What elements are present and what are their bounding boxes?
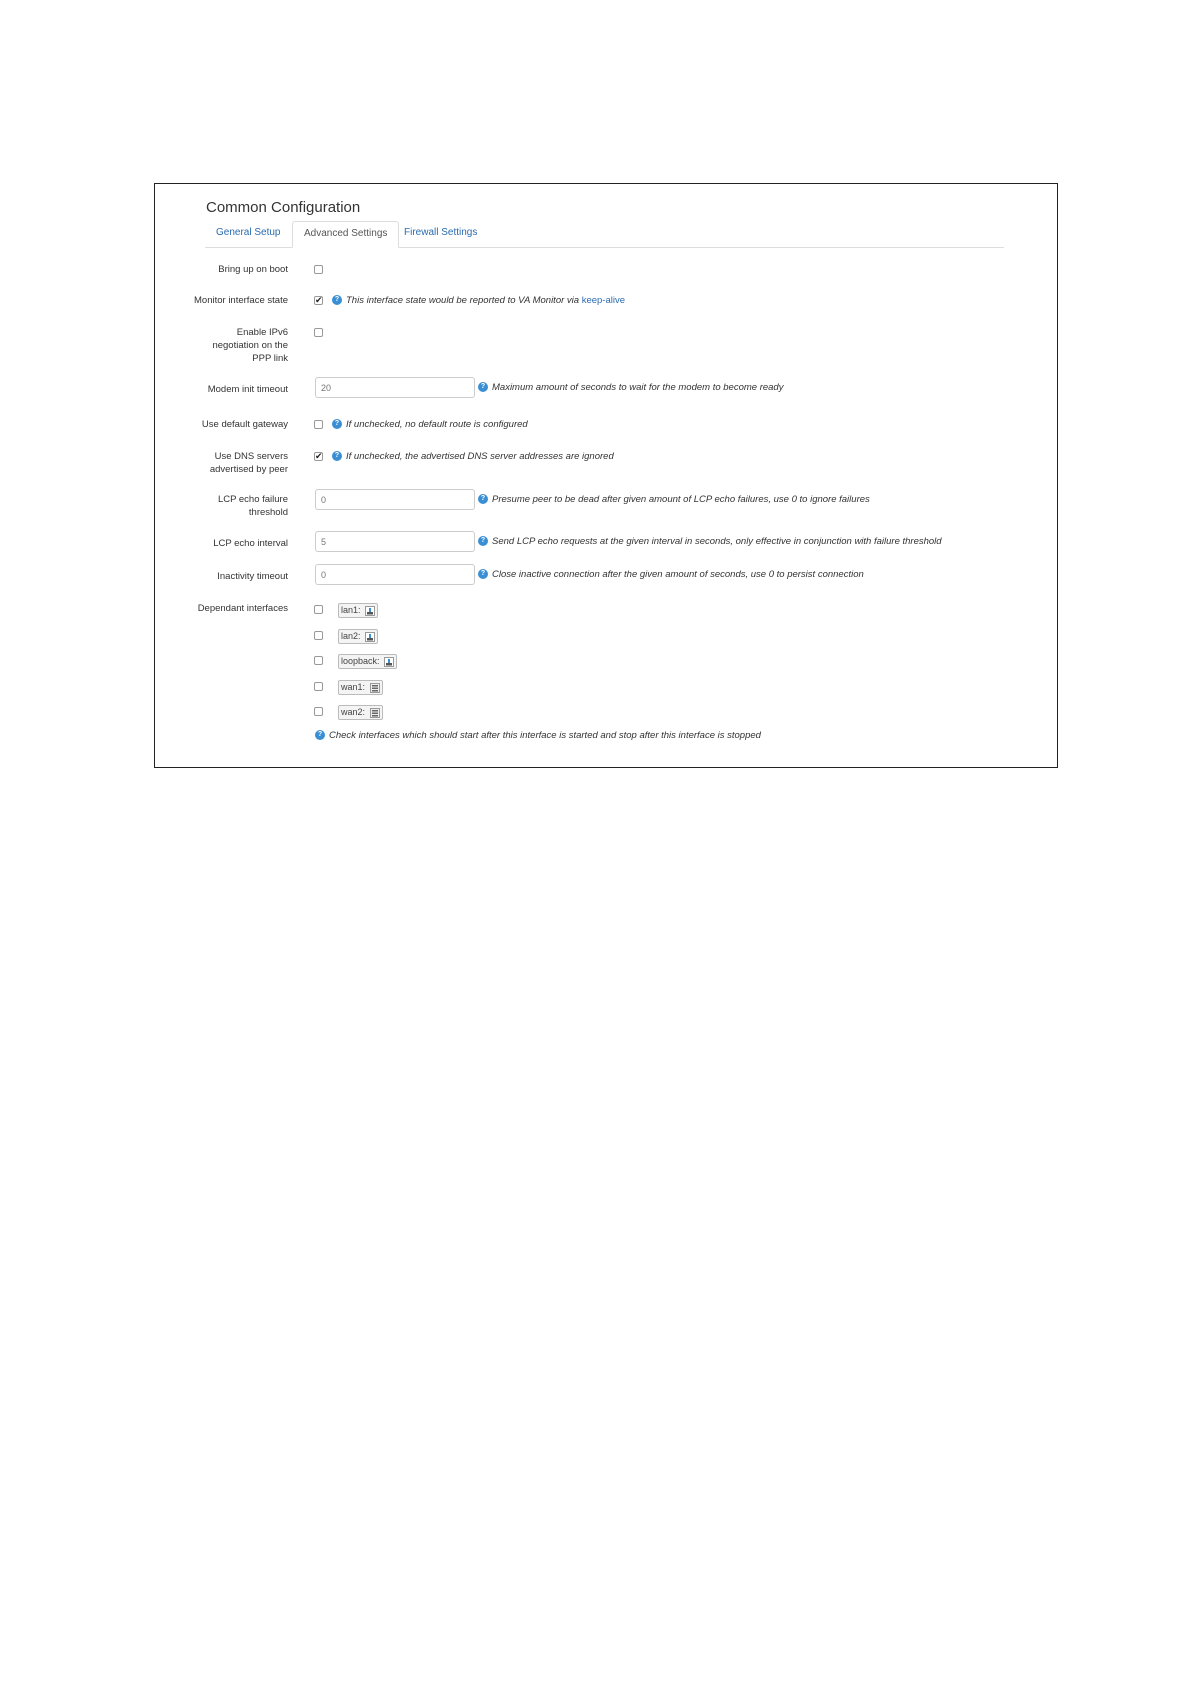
tab-firewall-settings[interactable]: Firewall Settings xyxy=(404,227,478,238)
bring-up-checkbox[interactable] xyxy=(314,265,323,274)
wan1-badge: wan1: xyxy=(338,680,383,695)
info-icon: ? xyxy=(478,536,488,546)
inactivity-input[interactable] xyxy=(315,564,475,585)
keep-alive-link[interactable]: keep-alive xyxy=(581,295,625,306)
dns-peer-label: Use DNS servers advertised by peer xyxy=(209,451,288,475)
ethernet-icon xyxy=(365,606,375,616)
lcp-interval-label: LCP echo interval xyxy=(213,538,288,549)
dependant-help: ? Check interfaces which should start after this interface is started and stop after this interface is stopped xyxy=(315,730,761,742)
network-icon xyxy=(370,683,380,693)
modem-timeout-input[interactable] xyxy=(315,377,475,398)
inactivity-help: ? Close inactive connection after the given amount of seconds, use 0 to persist connection xyxy=(478,569,864,581)
info-icon: ? xyxy=(478,494,488,504)
default-gateway-help: ? If unchecked, no default route is configured xyxy=(332,419,528,431)
lan2-badge: lan2: xyxy=(338,629,378,644)
ipv6-checkbox[interactable] xyxy=(314,328,323,337)
dependant-label: Dependant interfaces xyxy=(197,603,288,614)
lcp-interval-input[interactable] xyxy=(315,531,475,552)
monitor-help: ? This interface state would be reported to VA Monitor via keep-alive xyxy=(332,295,625,307)
lcp-failure-help: ? Presume peer to be dead after given amount of LCP echo failures, use 0 to ignore failures xyxy=(478,494,870,506)
section-title: Common Configuration xyxy=(206,199,361,216)
info-icon: ? xyxy=(332,295,342,305)
lan1-badge: lan1: xyxy=(338,603,378,618)
info-icon: ? xyxy=(478,569,488,579)
lan2-checkbox[interactable] xyxy=(314,631,323,640)
dns-peer-help: ? If unchecked, the advertised DNS server addresses are ignored xyxy=(332,451,614,463)
ethernet-icon xyxy=(365,632,375,642)
ethernet-icon xyxy=(384,657,394,667)
info-icon: ? xyxy=(332,419,342,429)
monitor-label: Monitor interface state xyxy=(194,295,288,306)
wan1-checkbox[interactable] xyxy=(314,682,323,691)
tab-advanced-settings[interactable]: Advanced Settings xyxy=(292,221,399,248)
loopback-badge: loopback: xyxy=(338,654,397,669)
wan2-badge: wan2: xyxy=(338,705,383,720)
dns-peer-checkbox[interactable]: ✔ xyxy=(315,451,323,461)
modem-timeout-help: ? Maximum amount of seconds to wait for the modem to become ready xyxy=(478,382,783,394)
lcp-failure-input[interactable] xyxy=(315,489,475,510)
config-panel xyxy=(154,183,1058,768)
tab-bar xyxy=(205,221,1004,248)
lcp-failure-label: LCP echo failure threshold xyxy=(217,494,288,518)
default-gateway-label: Use default gateway xyxy=(201,419,288,430)
wan2-checkbox[interactable] xyxy=(314,707,323,716)
network-icon xyxy=(370,708,380,718)
lcp-interval-help: ? Send LCP echo requests at the given interval in seconds, only effective in conjunction with failure threshold xyxy=(478,536,942,548)
lan1-checkbox[interactable] xyxy=(314,605,323,614)
info-icon: ? xyxy=(478,382,488,392)
info-icon: ? xyxy=(332,451,342,461)
modem-timeout-label: Modem init timeout xyxy=(207,384,288,395)
info-icon: ? xyxy=(315,730,325,740)
monitor-checkbox[interactable]: ✔ xyxy=(315,295,323,305)
tab-general-setup[interactable]: General Setup xyxy=(216,227,281,238)
ipv6-label: Enable IPv6 negotiation on the PPP link xyxy=(212,327,288,364)
inactivity-label: Inactivity timeout xyxy=(217,571,288,582)
bring-up-label: Bring up on boot xyxy=(218,264,288,275)
loopback-checkbox[interactable] xyxy=(314,656,323,665)
default-gateway-checkbox[interactable] xyxy=(314,420,323,429)
